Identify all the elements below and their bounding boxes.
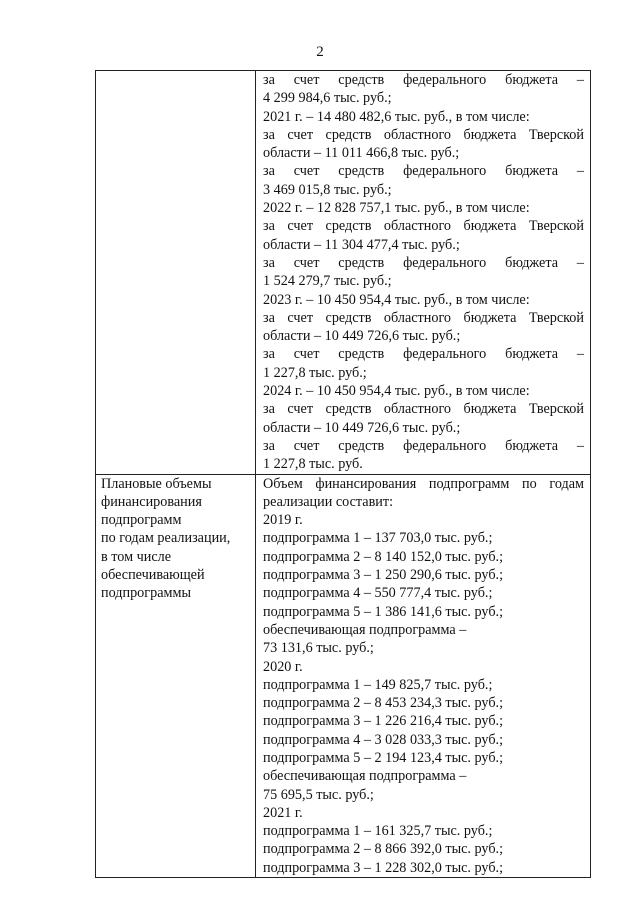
label-line: по годам реализации,	[101, 530, 231, 547]
text-line: за счет средств федерального бюджета –	[263, 72, 584, 88]
text-line: подпрограмма 4 – 3 028 033,3 тыс. руб.;	[263, 731, 504, 748]
text-line: за счет средств областного бюджета Тверской	[263, 126, 584, 143]
text-line: обеспечивающая подпрограмма –	[263, 621, 467, 638]
label-line: обеспечивающей	[101, 567, 205, 584]
text-line: 2020 г.	[263, 658, 303, 675]
program-passport-table	[95, 70, 591, 878]
text-line: 2024 г. – 10 450 954,4 тыс. руб., в том числе:	[263, 383, 530, 400]
text-line: за счет средств областного бюджета Тверской	[263, 401, 584, 418]
label-line: подпрограмм	[101, 512, 182, 529]
text-line: реализации составит:	[263, 493, 394, 510]
label-line: в том числе	[101, 548, 172, 565]
page-number: 2	[316, 44, 324, 60]
text-line: области – 11 011 466,8 тыс. руб.;	[263, 145, 460, 162]
row1-label-cell	[96, 71, 256, 475]
row2-content-cell	[256, 474, 591, 878]
text-line: области – 11 304 477,4 тыс. руб.;	[263, 236, 460, 253]
text-line: 2023 г. – 10 450 954,4 тыс. руб., в том числе:	[263, 291, 530, 308]
text-line: за счет средств областного бюджета Тверской	[263, 218, 584, 235]
text-line: 4 299 984,6 тыс. руб.;	[263, 90, 392, 107]
text-line: области – 10 449 726,6 тыс. руб.;	[263, 419, 461, 436]
text-line: Объем финансирования подпрограмм по годам	[263, 475, 584, 492]
text-line: 3 469 015,8 тыс. руб.;	[263, 181, 392, 198]
text-line: 1 227,8 тыс. руб.;	[263, 364, 367, 381]
text-line: за счет средств областного бюджета Тверской	[263, 309, 584, 326]
row1-content-cell	[256, 71, 591, 475]
label-line: Плановые объемы	[101, 475, 212, 492]
text-line: 1 524 279,7 тыс. руб.;	[263, 273, 392, 290]
text-line: 75 695,5 тыс. руб.;	[263, 786, 374, 803]
financing-by-year-row	[96, 71, 591, 475]
row2-label-cell	[96, 474, 256, 878]
text-line: подпрограмма 3 – 1 228 302,0 тыс. руб.;	[263, 859, 504, 876]
label-line: финансирования	[101, 493, 202, 510]
text-line: подпрограмма 2 – 8 866 392,0 тыс. руб.;	[263, 841, 504, 858]
text-line: подпрограмма 3 – 1 226 216,4 тыс. руб.;	[263, 713, 504, 730]
text-line: подпрограмма 2 – 8 453 234,3 тыс. руб.;	[263, 695, 504, 712]
text-line: обеспечивающая подпрограмма –	[263, 768, 467, 785]
text-line: подпрограмма 1 – 137 703,0 тыс. руб.;	[263, 530, 493, 547]
text-line: области – 10 449 726,6 тыс. руб.;	[263, 328, 461, 345]
text-line: подпрограмма 3 – 1 250 290,6 тыс. руб.;	[263, 567, 504, 584]
text-line: подпрограмма 1 – 149 825,7 тыс. руб.;	[263, 676, 493, 693]
label-line: подпрограммы	[101, 585, 191, 602]
text-line: подпрограмма 2 – 8 140 152,0 тыс. руб.;	[263, 548, 504, 565]
text-line: 73 131,6 тыс. руб.;	[263, 640, 374, 657]
text-line: за счет средств федерального бюджета –	[263, 163, 584, 180]
text-line: 2019 г.	[263, 512, 303, 529]
text-line: подпрограмма 4 – 550 777,4 тыс. руб.;	[263, 585, 493, 602]
text-line: 2021 г. – 14 480 482,6 тыс. руб., в том числе:	[263, 108, 530, 125]
text-line: подпрограмма 5 – 2 194 123,4 тыс. руб.;	[263, 749, 504, 766]
text-line: подпрограмма 5 – 1 386 141,6 тыс. руб.;	[263, 603, 504, 620]
text-line: 1 227,8 тыс. руб.	[263, 456, 363, 473]
text-line: за счет средств федерального бюджета –	[263, 437, 584, 454]
text-line: за счет средств федерального бюджета –	[263, 254, 584, 271]
subprogram-volumes-row	[96, 474, 591, 878]
text-line: 2022 г. – 12 828 757,1 тыс. руб., в том числе:	[263, 200, 530, 217]
text-line: 2021 г.	[263, 804, 303, 821]
text-line: за счет средств федерального бюджета –	[263, 346, 584, 363]
text-line: подпрограмма 1 – 161 325,7 тыс. руб.;	[263, 823, 493, 840]
